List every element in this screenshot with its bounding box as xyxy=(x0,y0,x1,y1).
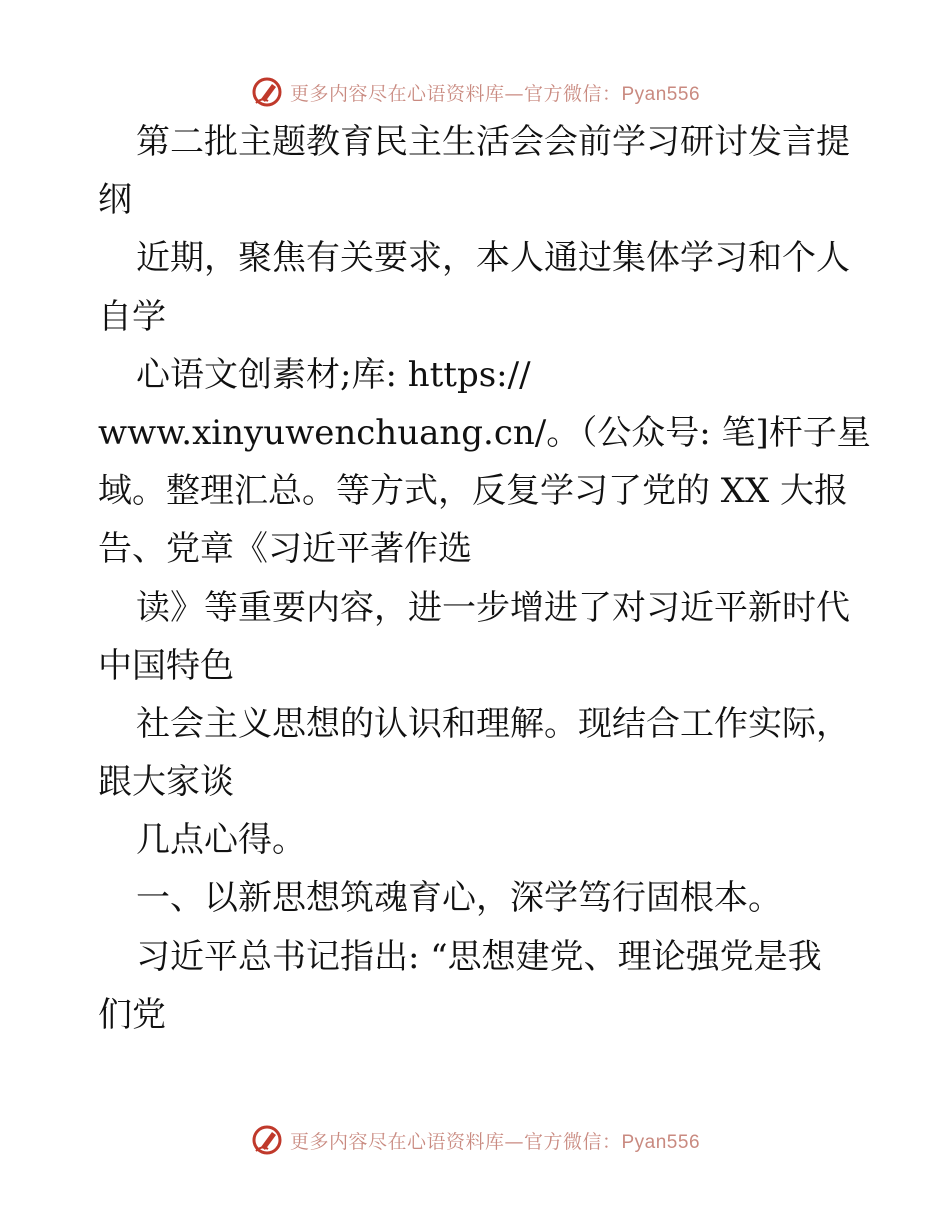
text-line: 中国特色 xyxy=(98,645,234,686)
text-line: 近期，聚焦有关要求，本人通过集体学习和个人 xyxy=(136,238,850,279)
watermark-text: 更多内容尽在心语资料库—官方微信：Pyan556 xyxy=(289,82,701,105)
text-line: 社会主义思想的认识和理解。现结合工作实际， xyxy=(136,703,850,744)
pen-logo-icon xyxy=(250,1123,284,1157)
text-line: 心语文创素材;库: https:// xyxy=(136,354,531,395)
footer-watermark xyxy=(0,1120,950,1160)
text-line: 一、以新思想筑魂育心，深学笃行固根本。 xyxy=(136,878,782,919)
text-line: 跟大家谈 xyxy=(98,762,234,803)
text-line: 域。整理汇总。等方式，反复学习了党的 XX 大报 xyxy=(98,471,849,512)
text-line: 习近平总书记指出: “思想建党、理论强党是我 xyxy=(136,936,822,977)
text-line: 读》等重要内容，进一步增进了对习近平新时代 xyxy=(136,587,850,628)
watermark-text: 更多内容尽在心语资料库—官方微信：Pyan556 xyxy=(289,1130,701,1153)
text-line: 纲 xyxy=(98,180,132,221)
text-line: 第二批主题教育民主生活会会前学习研讨发言提 xyxy=(136,122,850,162)
header-watermark xyxy=(0,72,950,112)
document-body xyxy=(98,122,871,1053)
text-line: 们党 xyxy=(98,994,166,1035)
text-line: 几点心得。 xyxy=(136,820,306,861)
pen-logo-icon xyxy=(250,75,284,109)
watermark-id: Pyan556 xyxy=(621,1131,701,1153)
watermark-id: Pyan556 xyxy=(621,83,701,105)
text-line: 自学 xyxy=(98,296,166,337)
text-line: www.xinyuwenchuang.cn/。（公众号: 笔]杆子星 xyxy=(98,412,871,453)
text-line: 告、党章《习近平著作选 xyxy=(98,529,472,570)
